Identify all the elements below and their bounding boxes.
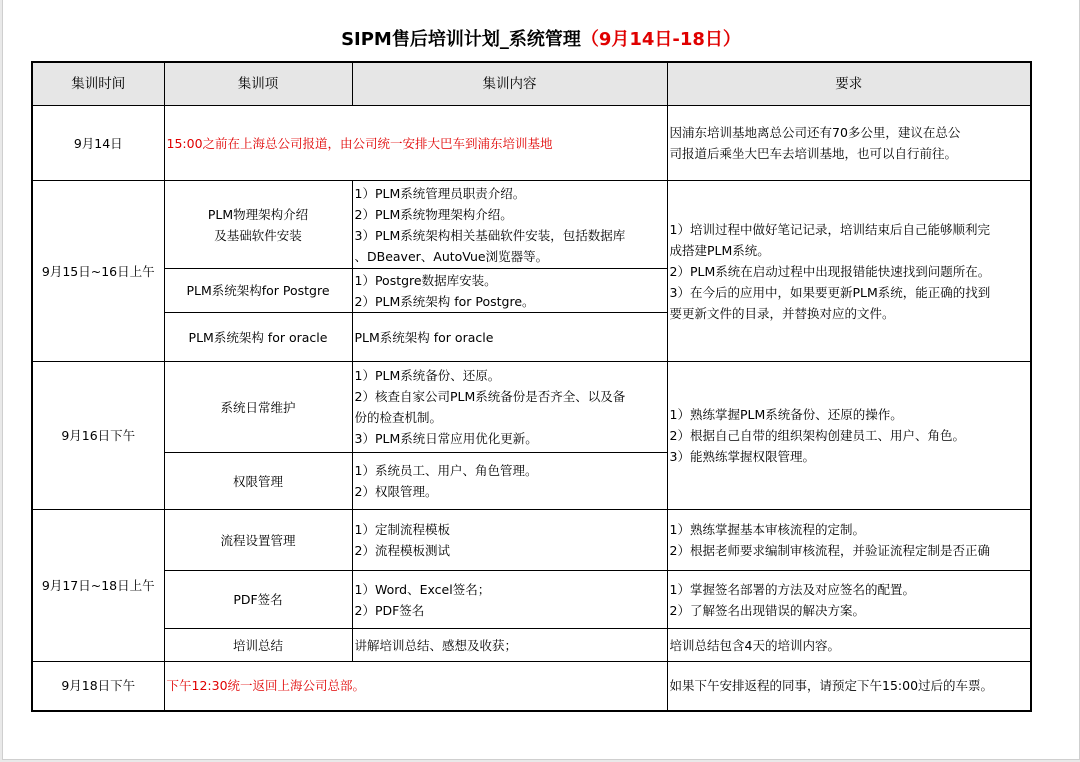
row-time: 9月15日~16日上午 [32, 181, 164, 362]
row-item: PLM系统架构 for oracle [164, 313, 352, 362]
content-line: 2）PLM系统物理架构介绍。 [354, 206, 513, 222]
row-time: 9月17日~18日上午 [32, 510, 164, 662]
req-line: 3）在今后的应用中，如果要更新PLM系统，能正确的找到 [669, 284, 991, 300]
content-line: 2）权限管理。 [354, 484, 438, 499]
row-item: 培训总结 [164, 629, 352, 662]
row-item: 权限管理 [164, 453, 352, 510]
row-requirement [667, 181, 1031, 362]
req-line: 1）培训过程中做好笔记记录，培训结束后自己能够顺利完 [669, 221, 990, 237]
row-requirement [667, 106, 1031, 181]
req-line: 因浦东培训基地离总公司还有70多公里，建议在总公 [669, 125, 961, 140]
table-row [32, 362, 1031, 453]
table-header-row [32, 62, 1031, 106]
content-line: 1）系统员工、用户、角色管理。 [354, 463, 538, 478]
content-line: 1）PLM系统备份、还原。 [354, 368, 501, 383]
table-row [32, 629, 1031, 662]
table-row [32, 181, 1031, 269]
row-requirement [667, 510, 1031, 571]
document-page [2, 0, 1080, 760]
row-time: 9月18日下午 [32, 662, 164, 711]
row-content [352, 453, 667, 510]
table-row [32, 662, 1031, 711]
content-line: 2）PDF签名 [354, 602, 425, 618]
content-line: 1）PLM系统管理员职责介绍。 [354, 185, 526, 201]
row-content: 讲解培训总结、感想及收获； [352, 629, 667, 662]
row-item: PLM系统架构for Postgre [164, 269, 352, 313]
req-line: 1）熟练掌握PLM系统备份、还原的操作。 [669, 407, 903, 422]
header-item: 集训项 [164, 62, 352, 106]
content-line: 2）PLM系统架构 for Postgre。 [354, 293, 535, 309]
row-item [164, 181, 352, 269]
content-line: 、DBeaver、AutoVue浏览器等。 [354, 248, 549, 264]
item-line: 及基础软件安装 [214, 227, 302, 243]
row-content [352, 571, 667, 629]
row-item: PDF签名 [164, 571, 352, 629]
row-merged-content: 下午12:30统一返回上海公司总部。 [164, 662, 667, 711]
row-content: PLM系统架构 for oracle [352, 313, 667, 362]
content-line: 2）流程模板测试 [354, 543, 450, 558]
row-content [352, 181, 667, 269]
title-dates: （9月14日-18日） [580, 29, 741, 50]
req-line: 3）能熟练掌握权限管理。 [669, 449, 815, 464]
row-merged-content: 15:00之前在上海总公司报道，由公司统一安排大巴车到浦东培训基地 [164, 106, 667, 181]
page-title [3, 25, 1079, 51]
content-line: 1）Word、Excel签名； [354, 581, 491, 597]
content-line: 份的检查机制。 [354, 410, 443, 425]
training-schedule-table [31, 61, 1032, 712]
row-time: 9月16日下午 [32, 362, 164, 510]
content-line: 1）Postgre数据库安装。 [354, 272, 497, 288]
content-line: 3）PLM系统架构相关基础软件安装，包括数据库 [354, 227, 626, 243]
table-row [32, 510, 1031, 571]
req-line: 2）根据老师要求编制审核流程，并验证流程定制是否正确 [669, 543, 990, 558]
row-requirement: 如果下午安排返程的同事，请预定下午15:00过后的车票。 [667, 662, 1031, 711]
req-line: 2）根据自己自带的组织架构创建员工、用户、角色。 [669, 428, 965, 443]
row-content [352, 510, 667, 571]
row-requirement [667, 362, 1031, 510]
header-time: 集训时间 [32, 62, 164, 106]
row-item: 流程设置管理 [164, 510, 352, 571]
content-line: 2）核查自家公司PLM系统备份是否齐全、以及备 [354, 389, 626, 404]
row-content [352, 269, 667, 313]
req-line: 司报道后乘坐大巴车去培训基地，也可以自行前往。 [669, 146, 958, 161]
header-content: 集训内容 [352, 62, 667, 106]
table-row [32, 571, 1031, 629]
row-item: 系统日常维护 [164, 362, 352, 453]
row-requirement [667, 571, 1031, 629]
req-line: 1）熟练掌握基本审核流程的定制。 [669, 522, 865, 537]
req-line: 要更新文件的目录，并替换对应的文件。 [669, 305, 895, 321]
content-line: 3）PLM系统日常应用优化更新。 [354, 431, 538, 446]
header-requirement: 要求 [667, 62, 1031, 106]
table-row [32, 106, 1031, 181]
content-line: 1）定制流程模板 [354, 522, 450, 537]
req-line: 成搭建PLM系统。 [669, 242, 770, 258]
row-time: 9月14日 [32, 106, 164, 181]
item-line: PLM物理架构介绍 [207, 206, 309, 222]
row-requirement: 培训总结包含4天的培训内容。 [667, 629, 1031, 662]
row-content [352, 362, 667, 453]
req-line: 2）了解签名出现错误的解决方案。 [669, 602, 865, 618]
req-line: 1）掌握签名部署的方法及对应签名的配置。 [669, 581, 915, 597]
req-line: 2）PLM系统在启动过程中出现报错能快速找到问题所在。 [669, 263, 991, 279]
title-main: SIPM售后培训计划_系统管理 [341, 29, 581, 50]
